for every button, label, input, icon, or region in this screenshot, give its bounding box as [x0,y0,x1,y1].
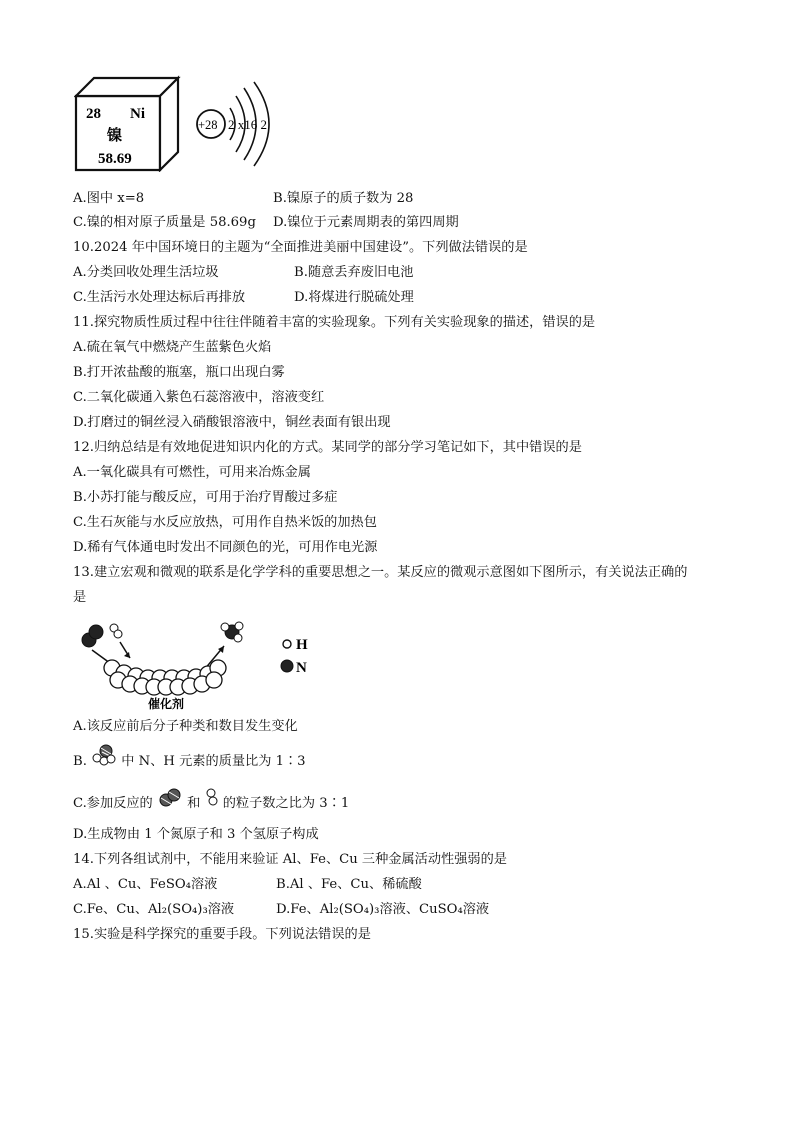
hydrogen-atom [221,623,229,631]
hydrogen-molecule-icon [205,787,219,809]
q13-option-c-mid: 和 [187,796,201,811]
q13-stem-line2: 是 [73,590,87,605]
q11-stem: 11.探究物质性质过程中往往伴随着丰富的实验现象。下列有关实验现象的描述，错误的是 [73,315,596,330]
ammonia-molecule-icon [91,743,117,767]
shell-electrons: 2 x16 2 [228,117,267,132]
q11-option-d: D.打磨过的铜丝浸入硝酸银溶液中，铜丝表面有银出现 [73,415,391,430]
element-number: 28 [86,106,101,122]
q13-option-b [73,753,306,771]
q13-stem-line1: 13.建立宏观和微观的联系是化学学科的重要思想之一。某反应的微观示意图如下图所示，有关说法正确的 [73,565,688,580]
q9-option-d: D.镍位于元素周期表的第四周期 [273,215,459,230]
q13-option-b-text: 中 N、H 元素的质量比为 1∶3 [121,754,306,769]
q14-option-a: A.Al 、Cu、FeSO₄溶液 [73,877,218,892]
nitrogen-molecule-icon [157,787,183,809]
q9-option-b: B.镍原子的质子数为 28 [273,191,414,206]
element-name: 镍 [107,126,123,144]
q14-stem: 14.下列各组试剂中，不能用来验证 Al、Fe、Cu 三种金属活动性强弱的是 [73,852,507,867]
reaction-micro-diagram [74,618,324,712]
q13-option-c-prefix: C.参加反应的 [73,796,153,811]
element-mass: 58.69 [98,151,132,167]
q12-option-d: D.稀有气体通电时发出不同颜色的光，可用作电光源 [73,540,378,555]
q10-option-a: A.分类回收处理生活垃圾 [73,265,219,280]
nucleus-charge: +28 [198,118,218,132]
q12-option-b: B.小苏打能与酸反应，可用于治疗胃酸过多症 [73,490,338,505]
atom-structure-diagram [194,78,294,170]
q14-option-d: D.Fe、Al₂(SO₄)₃溶液、CuSO₄溶液 [276,902,490,917]
q9-option-a: A.图中 x=8 [73,191,145,206]
q11-option-b: B.打开浓盐酸的瓶塞，瓶口出现白雾 [73,365,285,380]
q10-option-c: C.生活污水处理达标后再排放 [73,290,246,305]
q13-option-d: D.生成物由 1 个氮原子和 3 个氢原子构成 [73,827,319,842]
q10-stem: 10.2024 年中国环境日的主题为“全面推进美丽中国建设”。下列做法错误的是 [73,240,528,255]
element-card-figure [74,74,186,172]
element-symbol: Ni [130,106,145,122]
q10-option-b: B.随意丢弃废旧电池 [294,265,414,280]
legend-h-label: H [296,637,308,653]
hydrogen-atom [235,622,243,630]
q13-option-c [73,795,349,813]
q13-option-b-prefix: B. [73,754,87,769]
catalyst-label: 催化剂 [148,697,185,711]
q14-option-c: C.Fe、Cu、Al₂(SO₄)₃溶液 [73,902,235,917]
q12-option-a: A.一氧化碳具有可燃性，可用来冶炼金属 [73,465,311,480]
q12-stem: 12.归纳总结是有效地促进知识内化的方式。某同学的部分学习笔记如下，其中错误的是 [73,440,582,455]
legend-nitrogen-icon [281,660,293,672]
q12-option-c: C.生石灰能与水反应放热，可用作自热米饭的加热包 [73,515,377,530]
q11-option-a: A.硫在氧气中燃烧产生蓝紫色火焰 [73,340,272,355]
q14-option-b: B.Al 、Fe、Cu、稀硫酸 [276,877,422,892]
q11-option-c: C.二氧化碳通入紫色石蕊溶液中，溶液变红 [73,390,325,405]
legend-hydrogen-icon [283,640,291,648]
q15-stem: 15.实验是科学探究的重要手段。下列说法错误的是 [73,927,371,942]
hydrogen-atom [114,630,122,638]
hydrogen-atom [234,634,242,642]
q13-option-a: A.该反应前后分子种类和数目发生变化 [73,719,298,734]
legend-n-label: N [296,660,307,676]
q10-option-d: D.将煤进行脱硫处理 [294,290,414,305]
nitrogen-atom [89,625,103,639]
q13-option-c-text: 的粒子数之比为 3∶1 [222,796,350,811]
q9-option-c: C.镍的相对原子质量是 58.69g [73,215,256,230]
